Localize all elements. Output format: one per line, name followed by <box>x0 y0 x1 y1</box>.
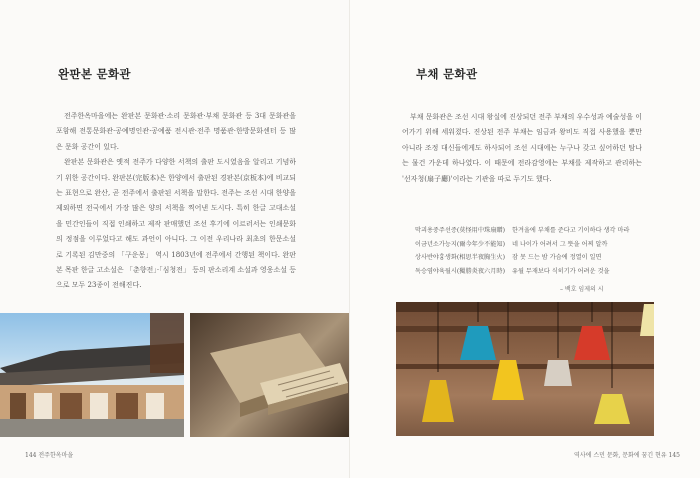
poem-hanja <box>415 224 525 278</box>
right-page <box>350 0 700 478</box>
hanging-fans-photo <box>396 302 654 436</box>
page-title: 부채 문화관 <box>416 67 478 81</box>
poem-line: 한겨울에 부채를 준다고 기이하다 생각 마라 <box>512 227 630 234</box>
poem-line: 막괴용중주선증(莫怪用中珠扇贈) <box>415 227 505 234</box>
page-folio: 144 전주한옥마을 <box>25 452 74 459</box>
page-folio: 역사에 스민 문화, 문화에 꿈긴 현유 145 <box>574 452 680 459</box>
poem-line: 독승염야육월시(獨勝炎夜六月時) <box>415 267 505 275</box>
poem-line: 네 나이가 어려서 그 뜻을 어찌 알까 <box>512 240 608 248</box>
books-image <box>190 313 350 437</box>
body-text <box>56 109 296 294</box>
paragraph: 완판본 문화관은 옛적 전주가 다양한 서책의 출판 도시였음을 알리고 기념하기 위한 공간이다. 완판본(完版本)은 한양에서 출판된 경판본(京板本)에 비교되는 표현으로 완산, 곧 전주에서 출판된 서책을 말한다. 전주는 조선 시대 한양을 제외하면 전국에서 가장 많은 양의 서책을 찍어낸 도시다. 특히 한글 고대소설을 민간인들이 직접 인쇄하고 제작 판매했던 조선 후기에 이르러서는 인쇄문화의 정점을 이루었다고 해도 과언이 아니다. 그 이전 우리나라 최초의 한문소설로 기록된 김만중의 「구운몽」 역시 1803년에 전주에서 간행된 책이다. 완판본 목판 한글 고소설은 「춘향전」·「심청전」 등의 판소리계 소설과 영웅소설 등으로 모두 23종이 전해진다. <box>56 158 296 290</box>
body-text <box>402 110 642 187</box>
poem-line: 상사반야흉생화(相思半夜胸生火) <box>415 254 505 262</box>
poem-line: 잠 못 드는 밤 가슴에 정열이 일면 <box>512 254 602 262</box>
poem-line: 유월 무재보다 식히기가 어려운 것을 <box>512 267 610 275</box>
paragraph: 부채 문화관은 조선 시대 왕실에 진상되던 전주 부채의 우수성과 예술성을 이어가기 위해 세워졌다. 진상된 전주 부채는 임금과 왕비도 직접 사용했을 뿐만 아니라 조정 대신들에게도 하사되어 조선 시대에는 누구나 갖고 싶어하던 탐나는 물건 가운데 하나였다. 이 때문에 전라감영에는 부채를 제작하고 관리하는 '선자청(扇子廳)'이라는 기관을 따로 두기도 했다. <box>402 113 642 183</box>
paragraph: 전주한옥마을에는 완판본 문화관·소리 문화관·부채 문화관 등 3대 문화관을 포함해 전통문화관·공예명인관·공예품 전시관·전주 명품관·한방문화센터 등 많은 문화 공간이 있다. <box>56 112 296 151</box>
fans-image <box>396 302 654 436</box>
hanok-building-image <box>0 313 184 437</box>
woodblock-books-photo <box>190 313 350 437</box>
hanok-museum-photo <box>0 313 184 437</box>
poem-credit: – 백호 임제의 시 <box>560 286 604 293</box>
poem-korean <box>512 224 644 278</box>
poem-line: 이금년소가능지(爾今年少不能知) <box>415 240 505 248</box>
page-title: 완판본 문화관 <box>58 67 131 81</box>
